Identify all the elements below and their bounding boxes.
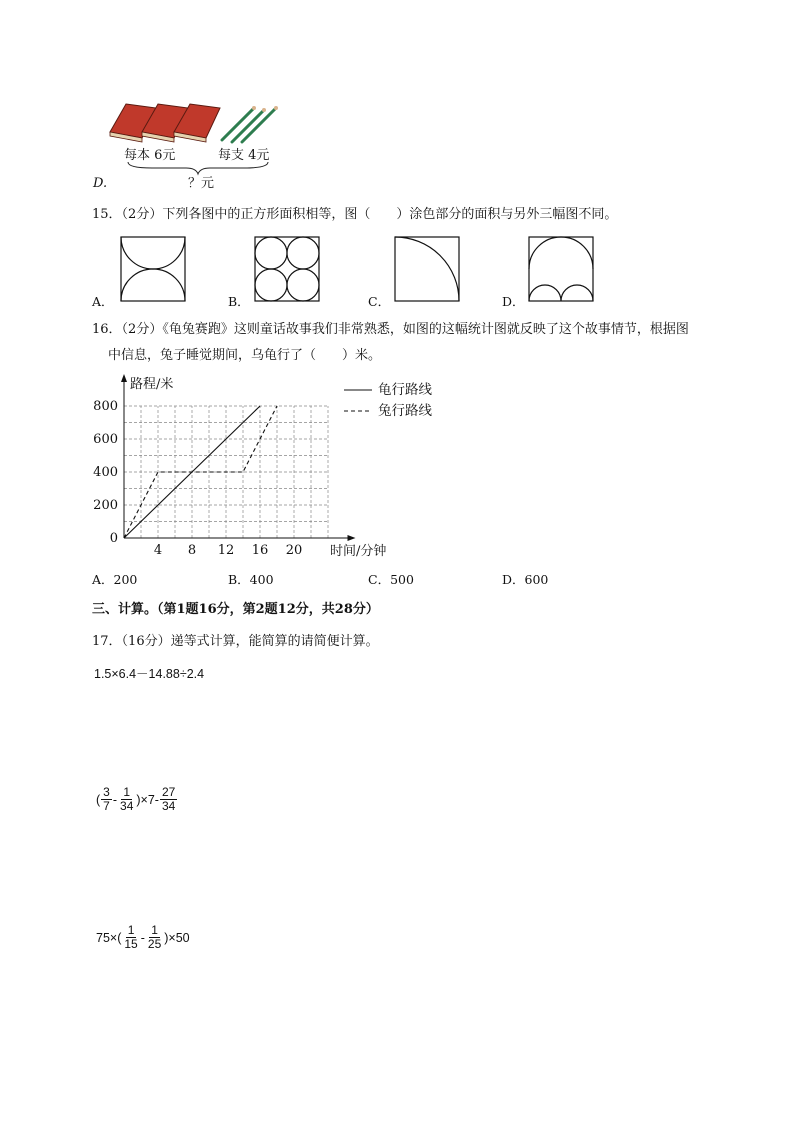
fraction: $\frac{27}{34}$ bbox=[161, 785, 176, 813]
q17-expression-2 bbox=[96, 786, 178, 813]
q15-figure-a bbox=[120, 236, 188, 302]
q17-expression-3 bbox=[96, 924, 190, 951]
minus-sign: - bbox=[112, 792, 118, 807]
q16-stem-line1: 16．（2分）《龟兔赛跑》这则童话故事我们非常熟悉，如图的这幅统计图就反映了这个故事情节，根据图 bbox=[92, 322, 689, 337]
close-times: )×7- bbox=[136, 792, 159, 807]
pencil-icon bbox=[222, 108, 276, 142]
q17-stem: 17．（16分）递等式计算，能简算的请简便计算。 bbox=[92, 634, 379, 649]
x-axis-label: 时间/分钟 bbox=[330, 544, 387, 559]
expr-tail: )×50 bbox=[164, 930, 190, 945]
fraction: $\frac{1}{15}$ bbox=[124, 923, 138, 951]
q15-figures bbox=[92, 236, 612, 309]
x-tick-label: 20 bbox=[285, 543, 303, 558]
book-price-label: 每本 6元 bbox=[124, 148, 176, 163]
fraction: $\frac{1}{25}$ bbox=[147, 923, 162, 951]
y-tick-label: 600 bbox=[93, 432, 118, 447]
q15-option-c[interactable]: C． bbox=[368, 294, 391, 309]
minus-sign: - bbox=[140, 930, 145, 945]
q15-stem: 15．（2分）下列各图中的正方形面积相等，图（ ）涂色部分的面积与另外三幅图不同。 bbox=[92, 207, 618, 222]
q17-expression-1: 1.5×6.4－14.88÷2.4 bbox=[94, 667, 205, 681]
paren-open: ( bbox=[96, 792, 101, 807]
q15-figure-d bbox=[528, 236, 596, 302]
x-axis-arrow bbox=[348, 535, 356, 541]
x-tick-label: 4 bbox=[153, 543, 163, 558]
y-tick-label: 400 bbox=[93, 465, 118, 480]
q16-option-d[interactable]: D．600 bbox=[502, 572, 549, 587]
fraction: $\frac{1}{34}$ bbox=[120, 785, 134, 813]
x-tick-label: 8 bbox=[187, 543, 197, 558]
q14-option-d-letter: D. bbox=[93, 176, 108, 191]
section-heading: 三、计算。（第1题16分，第2题12分，共28分） bbox=[92, 602, 379, 617]
q16-option-c[interactable]: C．500 bbox=[368, 572, 414, 587]
q16-options bbox=[92, 570, 572, 588]
q15-option-a[interactable]: A． bbox=[92, 294, 114, 309]
y-tick-label: 800 bbox=[93, 399, 118, 414]
q14-option-d bbox=[92, 96, 292, 192]
q15-option-d[interactable]: D． bbox=[502, 294, 525, 309]
x-tick-label: 16 bbox=[251, 543, 269, 558]
legend-label: 龟行路线 bbox=[378, 382, 432, 398]
origin-label: 0 bbox=[109, 531, 118, 546]
expr-lead: 75×( bbox=[96, 930, 122, 945]
legend-label: 兔行路线 bbox=[378, 403, 432, 419]
q15-option-b[interactable]: B． bbox=[228, 294, 250, 309]
q15-figure-b bbox=[254, 236, 322, 302]
x-tick-label: 12 bbox=[217, 543, 235, 558]
fraction: $\frac{3}{7}$ bbox=[103, 785, 110, 813]
total-price-label: ？元 bbox=[188, 176, 215, 191]
q15-figure-c bbox=[394, 236, 462, 302]
q16-stem-line2: 中信息，兔子睡觉期间，乌龟行了（ ）米。 bbox=[108, 348, 382, 363]
y-axis-arrow bbox=[121, 374, 127, 382]
race-line-chart bbox=[92, 372, 472, 568]
q16-option-a[interactable]: A．200 bbox=[92, 572, 138, 587]
q16-option-b[interactable]: B．400 bbox=[228, 572, 274, 587]
y-tick-label: 200 bbox=[93, 498, 118, 513]
y-axis-label: 路程/米 bbox=[130, 377, 174, 392]
pen-price-label: 每支 4元 bbox=[218, 148, 270, 163]
